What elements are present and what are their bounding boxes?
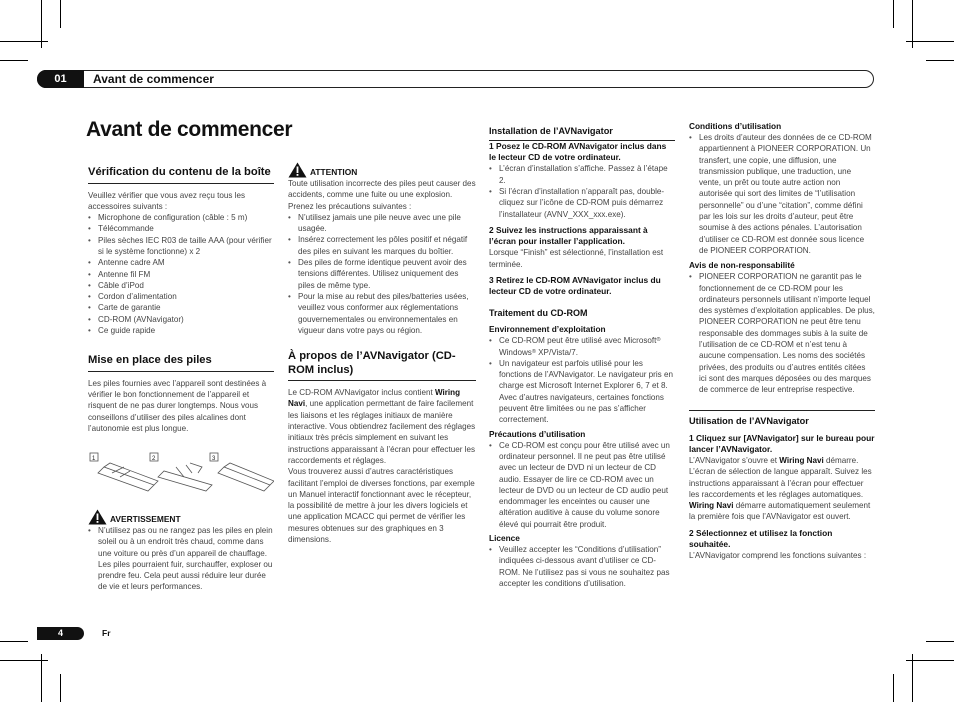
section-title-utilisation: Utilisation de l’AVNavigator (689, 410, 875, 427)
language-code: Fr (102, 628, 111, 638)
install-step-2: 2 Suivez les instructions apparaissant à l’écran pour installer l’application. (489, 224, 648, 247)
piles-text: Les piles fournies avec l’appareil sont destinées à vérifier le bon fonctionnement de l’appareil et risquent de ne pas durer longtemps. Nous vous conseillons d’utiliser des piles alcalines dont l’autonomie est plus longue. (88, 378, 267, 434)
list-item: • Carte de garantie (88, 302, 274, 313)
list-item: • Télécommande (88, 223, 274, 234)
section-title-traitement: Traitement du CD-ROM (489, 308, 588, 319)
section-title-install: Installation de l’AVNavigator (489, 125, 675, 141)
warning-title: AVERTISSEMENT (110, 513, 181, 524)
install-step-1: 1 Posez le CD-ROM AVNavigator inclus dans le lecteur CD de votre ordinateur. (489, 141, 667, 163)
list-item: • PIONEER CORPORATION ne garantit pas le fonctionnement de ce CD-ROM pour les ordinateurs personnels utilisant n’importe lequel des systèmes d’exploitation applicables. De plus, PIONEER CORPORATION ne peut être tenu responsable des dommages subis à la suite de l’utilisation de ce CD-ROM et n’est tenu à aucune compensation. Les noms des sociétés privées, des produits ou d’autres entités citées ici sont des marques déposées ou des marques de commerce de leur entreprise respective. (689, 271, 875, 395)
crop-mark (893, 674, 894, 702)
column-2 (288, 162, 476, 545)
avis-title: Avis de non-responsabilité (689, 260, 795, 271)
crop-mark (60, 674, 61, 702)
install-step-2-text: Lorsque “Finish” est sélectionné, l’installation est terminée. (489, 248, 664, 269)
use-step-1: 1 Cliquez sur [AVNavigator] sur le bureau pour lancer l’AVNavigator. (689, 432, 875, 454)
verification-intro: Veuillez vérifier que vous avez reçu tous les accessoires suivants : (88, 190, 246, 211)
attention-list (288, 212, 476, 336)
wiring-navi-name: Wiring Navi (288, 388, 461, 409)
illus-step-2: 2 (152, 456, 156, 462)
warning-block (88, 509, 274, 593)
crop-mark (926, 641, 954, 642)
list-item: • Microphone de configuration (câble : 5 m) (88, 212, 274, 223)
list-item: • Ce CD-ROM peut être utilisé avec Microsoft® Windows® XP/Vista/7. (489, 335, 675, 358)
crop-mark (41, 654, 42, 702)
env-title: Environnement d’exploitation (489, 324, 606, 335)
illus-step-3: 3 (212, 456, 216, 462)
use-step-2-text: L’AVNavigator comprend les fonctions suivantes : (689, 551, 867, 561)
use-step-2: 2 Sélectionnez et utilisez la fonction souhaitée. (689, 527, 833, 549)
list-item: • CD-ROM (AVNavigator) (88, 314, 274, 325)
chapter-number: 01 (37, 70, 84, 88)
use-step-1-text-2: Wiring Navi démarre automatiquement seulement la première fois que l’AVNavigator est ouvert. (689, 501, 871, 522)
section-title-apropos: À propos de l’AVNavigator (CD-ROM inclus) (288, 350, 476, 381)
crop-mark (926, 60, 954, 61)
licence-title: Licence (489, 533, 520, 544)
precautions-title: Précautions d’utilisation (489, 428, 586, 439)
crop-mark (0, 60, 28, 61)
list-item: • Piles sèches IEC R03 de taille AAA (pour vérifier si le système fonctionne) x 2 (88, 235, 274, 258)
page-number: 4 (37, 627, 84, 640)
list-item: • Antenne fil FM (88, 269, 274, 280)
chapter-title: Avant de commencer (93, 72, 214, 86)
attention-title: ATTENTION (310, 166, 358, 177)
list-item: • Antenne cadre AM (88, 257, 274, 268)
warning-icon (288, 162, 307, 178)
list-item: • Des piles de forme identique peuvent avoir des tensions différentes. Utilisez uniquement des piles de même type. (288, 257, 476, 291)
crop-mark (912, 654, 913, 702)
list-item: • Veuillez accepter les “Conditions d’utilisation” indiquées ci-dessous avant d’utiliser ce CD-ROM. Ne l’utilisez pas si vous ne souhaitez pas accepter les conditions d’utilisation. (489, 544, 675, 589)
column-3 (489, 125, 675, 589)
list-item: • N’utilisez pas ou ne rangez pas les piles en plein soleil ou à un endroit très chaud, comme dans une voiture ou près d’un appareil de chauffage. Les piles pourraient fuir, surchauffer, exploser ou prendre feu. Cela peut aussi réduire leur durée de vie et leurs performances. (88, 525, 274, 593)
crop-mark (0, 641, 28, 642)
list-item: • Câble d’iPod (88, 280, 274, 291)
warning-icon (88, 509, 107, 525)
crop-mark (60, 0, 61, 28)
list-item: • Insérez correctement les pôles positif et négatif des piles en suivant les marques du boîtier. (288, 234, 476, 257)
list-item: • Un navigateur est parfois utilisé pour les fonctions de l’AVNavigator. Le navigateur pris en charge est Microsoft Internet Explorer 6, 7 et 8. Avec d’autres navigateurs, certaines fonctions peuvent être limitées ou ne pas s’afficher correctement. (489, 358, 675, 426)
conditions-title: Conditions d’utilisation (689, 121, 782, 131)
crop-mark (41, 0, 42, 48)
crop-mark (906, 41, 954, 42)
crop-mark (893, 0, 894, 28)
list-item: • Si l’écran d’installation n’apparaît pas, double-cliquez sur l’icône de CD-ROM puis démarrez l’installateur (AVNV_XXX_xxx.exe). (489, 186, 675, 220)
battery-insertion-illustration (88, 449, 274, 503)
illus-step-1: 1 (92, 456, 96, 462)
crop-mark (906, 660, 954, 661)
use-step-1-text: L’AVNavigator s’ouvre et Wiring Navi démarre. L’écran de sélection de langue apparaît. Suivez les instructions apparaissant à l’écran pour effectuer les raccordements et les réglages automatiques. (689, 455, 872, 499)
list-item: • N’utilisez jamais une pile neuve avec une pile usagée. (288, 212, 476, 235)
apropos-text-2: Vous trouverez aussi d’autres caractéristiques facilitant l’emploi de diverses fonctions, par exemple un Manuel interactif fonctionnant avec le récepteur, la possibilité de mettre à jour les divers logiciels et une application MCACC qui permet de vérifier les mesures obtenues sur des graphiques en 3 dimensions. (288, 467, 475, 545)
install-step-3: 3 Retirez le CD-ROM AVNavigator inclus du lecteur CD de votre ordinateur. (489, 274, 661, 297)
section-title-verification: Vérification du contenu de la boîte (88, 166, 274, 184)
attention-text: Toute utilisation incorrecte des piles peut causer des accidents, comme une fuite ou une explosion. Prenez les précautions suivantes : (288, 179, 476, 211)
apropos-text-1: Le CD-ROM AVNavigator inclus contient Wiring Navi, une application permettant de faire facilement les liaisons et les réglages initiaux de manière interactive. Vous obtiendrez facilement des réglages initiaux très précis simplement en suivant les instructions apparaissant à l’écran pour effectuer les raccordements et réglages. (288, 388, 476, 465)
list-item: • Ce CD-ROM est conçu pour être utilisé avec un ordinateur personnel. Il ne peut pas être utilisé avec un lecteur de DVD ni un lecteur de CD audio. Essayer de lire ce CD-ROM avec un lecteur de DVD ou un lecteur de CD audio peut endommager les enceintes ou causer une altération auditive à cause du volume sonore élevé qui pourrait être produit. (489, 440, 675, 530)
page-title: Avant de commencer (86, 118, 293, 141)
list-item: • L’écran d’installation s’affiche. Passez à l’étape 2. (489, 163, 675, 186)
crop-mark (912, 0, 913, 48)
list-item: • Les droits d’auteur des données de ce CD-ROM appartiennent à PIONEER CORPORATION. Un transfert, une copie, une diffusion, une transmission publique, une traduction, une vente, un prêt ou toute autre action non autorisée qui sort des limites de “l’utilisation personnelle” ou d’une “citation”, comme défini par les lois sur les droits d’auteur, peut être soumise à des actions pénales. L’autorisation d’utiliser ce CD-ROM est donnée sous licence de PIONEER CORPORATION. (689, 132, 875, 256)
column-4 (689, 121, 875, 561)
section-title-piles: Mise en place des piles (88, 354, 274, 372)
list-item: • Ce guide rapide (88, 325, 274, 336)
accessories-list (88, 212, 274, 336)
list-item: • Pour la mise au rebut des piles/batteries usées, veuillez vous conformer aux réglementations gouvernementales ou environnementales en vigueur dans votre pays ou région. (288, 291, 476, 336)
column-1 (88, 166, 274, 434)
list-item: • Cordon d’alimentation (88, 291, 274, 302)
